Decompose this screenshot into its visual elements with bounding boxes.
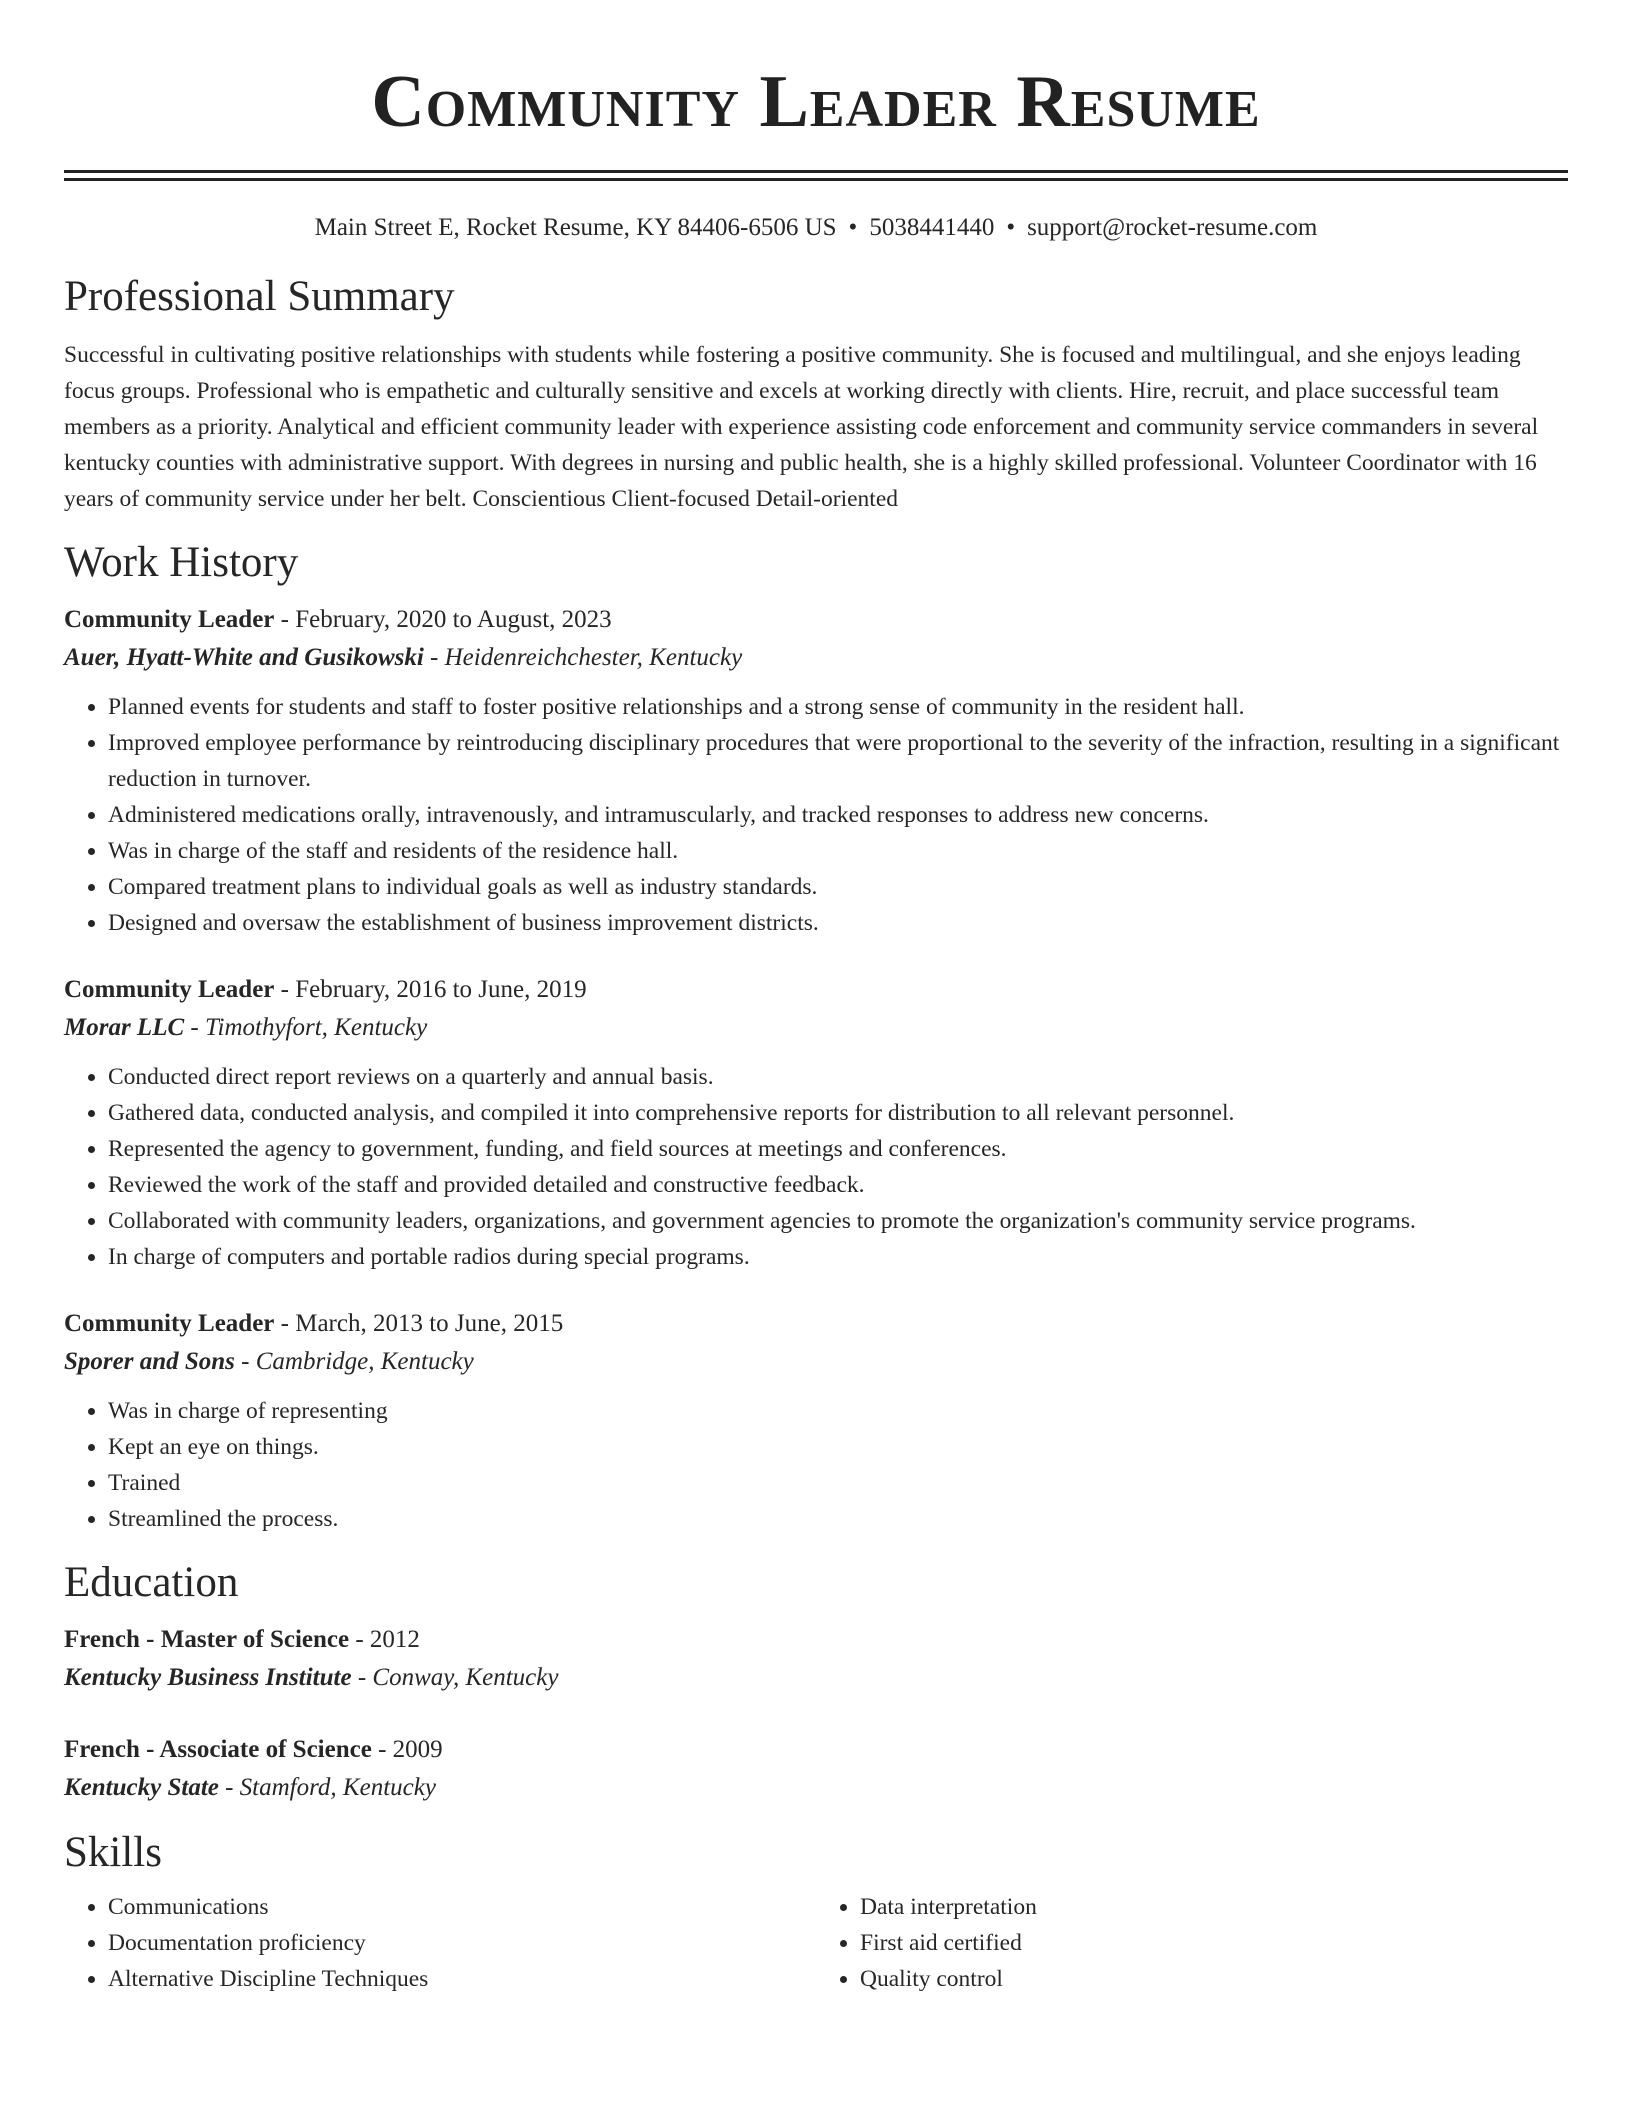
job-duty: • Was in charge of the staff and residents of the residence hall. <box>108 833 1568 869</box>
job-duty: • Collaborated with community leaders, organizations, and government agencies to promote the organization's community service programs. <box>108 1203 1568 1239</box>
school-name: Kentucky Business Institute <box>64 1664 352 1691</box>
job-duties <box>64 1059 1568 1275</box>
job-duty: • Administered medications orally, intravenously, and intramuscularly, and tracked responses to address new concerns. <box>108 797 1568 833</box>
school-location: - Conway, Kentucky <box>351 1664 559 1691</box>
contact-separator: • <box>1006 214 1016 241</box>
job-entry <box>64 971 1568 1275</box>
skills-column-right <box>816 1889 1568 1997</box>
job-title-line <box>64 971 1568 1009</box>
summary-text: Successful in cultivating positive relationships with students while fostering a positive community. She is focused and multilingual, and she enjoys leading focus groups. Professional who is empathetic and culturally sensitive and excels at working directly with clients. Hire, recruit, and place successful team members as a priority. Analytical and efficient community leader with experience assisting code enforcement and community service commanders in several kentucky counties with administrative support. With degrees in nursing and public health, she is a highly skilled professional. Volunteer Coordinator with 16 years of community service under her belt. Conscientious Client-focused Detail-oriented <box>64 342 1539 512</box>
job-entry <box>64 601 1568 941</box>
job-duty: • Reviewed the work of the staff and provided detailed and constructive feedback. <box>108 1167 1568 1203</box>
contact-line <box>64 211 1568 245</box>
job-dates: - February, 2020 to August, 2023 <box>274 606 612 633</box>
skills-heading: Skills <box>64 1829 162 1876</box>
job-duty: • Kept an eye on things. <box>108 1429 1568 1465</box>
job-duty: • Planned events for students and staff to foster positive relationships and a strong sense of community in the resident hall. <box>108 689 1568 725</box>
job-duties <box>64 689 1568 941</box>
contact-phone: 5038441440 <box>869 214 995 241</box>
school-location: - Stamford, Kentucky <box>218 1774 436 1801</box>
company-name: Sporer and Sons <box>64 1348 235 1375</box>
work-history-heading: Work History <box>64 539 299 586</box>
job-title: Community Leader <box>64 1310 275 1337</box>
company-name: Morar LLC <box>64 1014 185 1041</box>
education-entry <box>64 1621 1568 1697</box>
education-entry <box>64 1731 1568 1807</box>
job-duty: • Improved employee performance by reintroducing disciplinary procedures that were proportional to the severity of the infraction, resulting in a significant reduction in turnover. <box>108 725 1568 797</box>
degree-name: French - Master of Science <box>64 1626 350 1653</box>
job-duty: • Represented the agency to government, funding, and field sources at meetings and conferences. <box>108 1131 1568 1167</box>
resume-title: Community Leader Resume <box>371 61 1261 143</box>
school-line <box>64 1659 1568 1697</box>
job-duty: • Designed and oversaw the establishment of business improvement districts. <box>108 905 1568 941</box>
degree-line <box>64 1621 1568 1659</box>
company-location: - Cambridge, Kentucky <box>234 1348 474 1375</box>
job-dates: - February, 2016 to June, 2019 <box>274 976 587 1003</box>
job-duty: • Gathered data, conducted analysis, and compiled it into comprehensive reports for distribution to all relevant personnel. <box>108 1095 1568 1131</box>
company-location: - Heidenreichchester, Kentucky <box>423 644 743 671</box>
job-duty: • Conducted direct report reviews on a quarterly and annual basis. <box>108 1059 1568 1095</box>
company-line <box>64 1009 1568 1047</box>
degree-year: - 2009 <box>371 1736 443 1763</box>
degree-line <box>64 1731 1568 1769</box>
job-entry <box>64 1305 1568 1537</box>
job-title: Community Leader <box>64 976 275 1003</box>
contact-email: support@rocket-resume.com <box>1027 214 1318 241</box>
summary-heading: Professional Summary <box>64 273 455 320</box>
job-duty: • In charge of computers and portable radios during special programs. <box>108 1239 1568 1275</box>
job-dates: - March, 2013 to June, 2015 <box>274 1310 564 1337</box>
school-line <box>64 1769 1568 1807</box>
degree-name: French - Associate of Science <box>64 1736 372 1763</box>
school-name: Kentucky State <box>64 1774 219 1801</box>
company-location: - Timothyfort, Kentucky <box>184 1014 428 1041</box>
company-name: Auer, Hyatt-White and Gusikowski <box>64 644 424 671</box>
contact-address: Main Street E, Rocket Resume, KY 84406-6506 US <box>314 214 837 241</box>
job-duties <box>64 1393 1568 1537</box>
skill-item: • Communications <box>108 1889 816 1925</box>
degree-year: - 2012 <box>349 1626 420 1653</box>
job-duty: • Trained <box>108 1465 1568 1501</box>
contact-separator: • <box>848 214 858 241</box>
job-duty: • Compared treatment plans to individual goals as well as industry standards. <box>108 869 1568 905</box>
skills-column-left <box>64 1889 816 1997</box>
skills-list <box>64 1889 1568 1997</box>
company-line <box>64 1343 1568 1381</box>
skill-item: • Documentation proficiency <box>108 1925 816 1961</box>
job-title-line <box>64 1305 1568 1343</box>
skill-item: • Data interpretation <box>860 1889 1568 1925</box>
job-duty: • Streamlined the process. <box>108 1501 1568 1537</box>
company-line <box>64 639 1568 677</box>
education-heading: Education <box>64 1559 239 1606</box>
skill-item: • Alternative Discipline Techniques <box>108 1961 816 1997</box>
skill-item: • Quality control <box>860 1961 1568 1997</box>
job-duty: • Was in charge of representing <box>108 1393 1568 1429</box>
skill-item: • First aid certified <box>860 1925 1568 1961</box>
job-title: Community Leader <box>64 606 275 633</box>
job-title-line <box>64 601 1568 639</box>
title-double-rule <box>64 170 1568 181</box>
